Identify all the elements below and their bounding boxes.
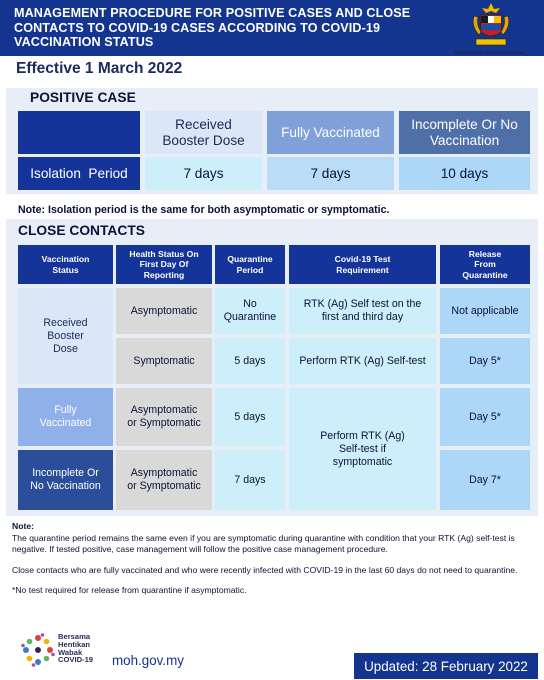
cc-header-test: Covid-19 Test Requirement xyxy=(289,245,436,284)
isolation-booster-value: 7 days xyxy=(145,157,262,190)
cc-status-incomplete: Incomplete Or No Vaccination xyxy=(18,450,113,510)
positive-header-blank xyxy=(18,111,140,154)
page-title: MANAGEMENT PROCEDURE FOR POSITIVE CASES AND CLOSE CONTACTS TO COVID-19 CASES ACCORDING TO COVID-19 VACCINATION STATUS xyxy=(14,6,411,49)
updated-badge: Updated: 28 February 2022 xyxy=(354,653,538,679)
effective-date: Effective 1 March 2022 xyxy=(16,60,183,77)
cc-booster-asym-period: No Quarantine xyxy=(215,288,285,334)
cc-incomplete-release: Day 7* xyxy=(440,450,530,510)
close-contacts-title: CLOSE CONTACTS xyxy=(18,223,145,238)
logo-line-1: Bersama xyxy=(58,632,91,641)
positive-col-booster: Received Booster Dose xyxy=(145,111,262,154)
isolation-period-label: Isolation Period xyxy=(18,157,140,190)
cc-booster-asym-test: RTK (Ag) Self test on the first and third day xyxy=(289,288,436,334)
cc-booster-sym-test: Perform RTK (Ag) Self-test xyxy=(289,338,436,384)
cc-merged-test: Perform RTK (Ag) Self-test if symptomatic xyxy=(289,388,436,510)
cc-fully-period: 5 days xyxy=(215,388,285,446)
isolation-fully-value: 7 days xyxy=(267,157,394,190)
positive-col-incomplete: Incomplete Or No Vaccination xyxy=(399,111,530,154)
footnote-quarantine: The quarantine period remains the same even if you are symptomatic during quarantine with condition that your RTK (Ag) self-test is negative. If tested positive, case management will follow the positive case management procedure. xyxy=(12,532,515,554)
logo-line-3: Wabak xyxy=(58,647,83,657)
cc-booster-sym-release: Day 5* xyxy=(440,338,530,384)
positive-case-title: POSITIVE CASE xyxy=(30,90,136,105)
cc-incomplete-period: 7 days xyxy=(215,450,285,510)
cc-fully-health: Asymptomatic or Symptomatic xyxy=(116,388,212,446)
cc-header-release: Release From Quarantine xyxy=(440,245,530,284)
cc-booster-sym-health: Symptomatic xyxy=(116,338,212,384)
cc-header-status: Vaccination Status xyxy=(18,245,113,284)
cc-booster-asym-release: Not applicable xyxy=(440,288,530,334)
ministry-crest xyxy=(440,2,540,62)
footnote-label: Note: xyxy=(12,521,34,531)
cc-incomplete-health: Asymptomatic or Symptomatic xyxy=(116,450,212,510)
footnote-no-test: *No test required for release from quarantine if asymptomatic. xyxy=(12,585,247,595)
footnotes xyxy=(12,521,540,606)
positive-col-fully: Fully Vaccinated xyxy=(267,111,394,154)
cc-fully-release: Day 5* xyxy=(440,388,530,446)
isolation-note: Note: Isolation period is the same for both asymptomatic or symptomatic. xyxy=(18,204,390,216)
website-link[interactable]: moh.gov.my xyxy=(112,653,184,668)
cc-header-health: Health Status On First Day Of Reporting xyxy=(116,245,212,284)
cc-status-booster: Received Booster Dose xyxy=(18,288,113,384)
cc-status-fully: Fully Vaccinated xyxy=(18,388,113,446)
ministry-caption: KEMENTERIAN KESIHATAN MALAYSIA xyxy=(454,51,526,55)
cc-booster-sym-period: 5 days xyxy=(215,338,285,384)
bersama-hentikan-wabak-logo-icon xyxy=(20,632,56,668)
cc-header-period: Quarantine Period xyxy=(215,245,285,284)
cc-booster-asym-health: Asymptomatic xyxy=(116,288,212,334)
isolation-incomplete-value: 10 days xyxy=(399,157,530,190)
malaysia-coat-of-arms-icon xyxy=(470,2,512,50)
logo-line-2: Hentikan xyxy=(58,639,91,649)
logo-line-4: COVID-19 xyxy=(58,655,94,665)
logo-text xyxy=(58,633,93,664)
footnote-recent-infection: Close contacts who are fully vaccinated and who were recently infected with COVID-19 in the last 60 days do not need to quarantine. xyxy=(12,564,518,575)
bersama-logo xyxy=(20,630,110,674)
